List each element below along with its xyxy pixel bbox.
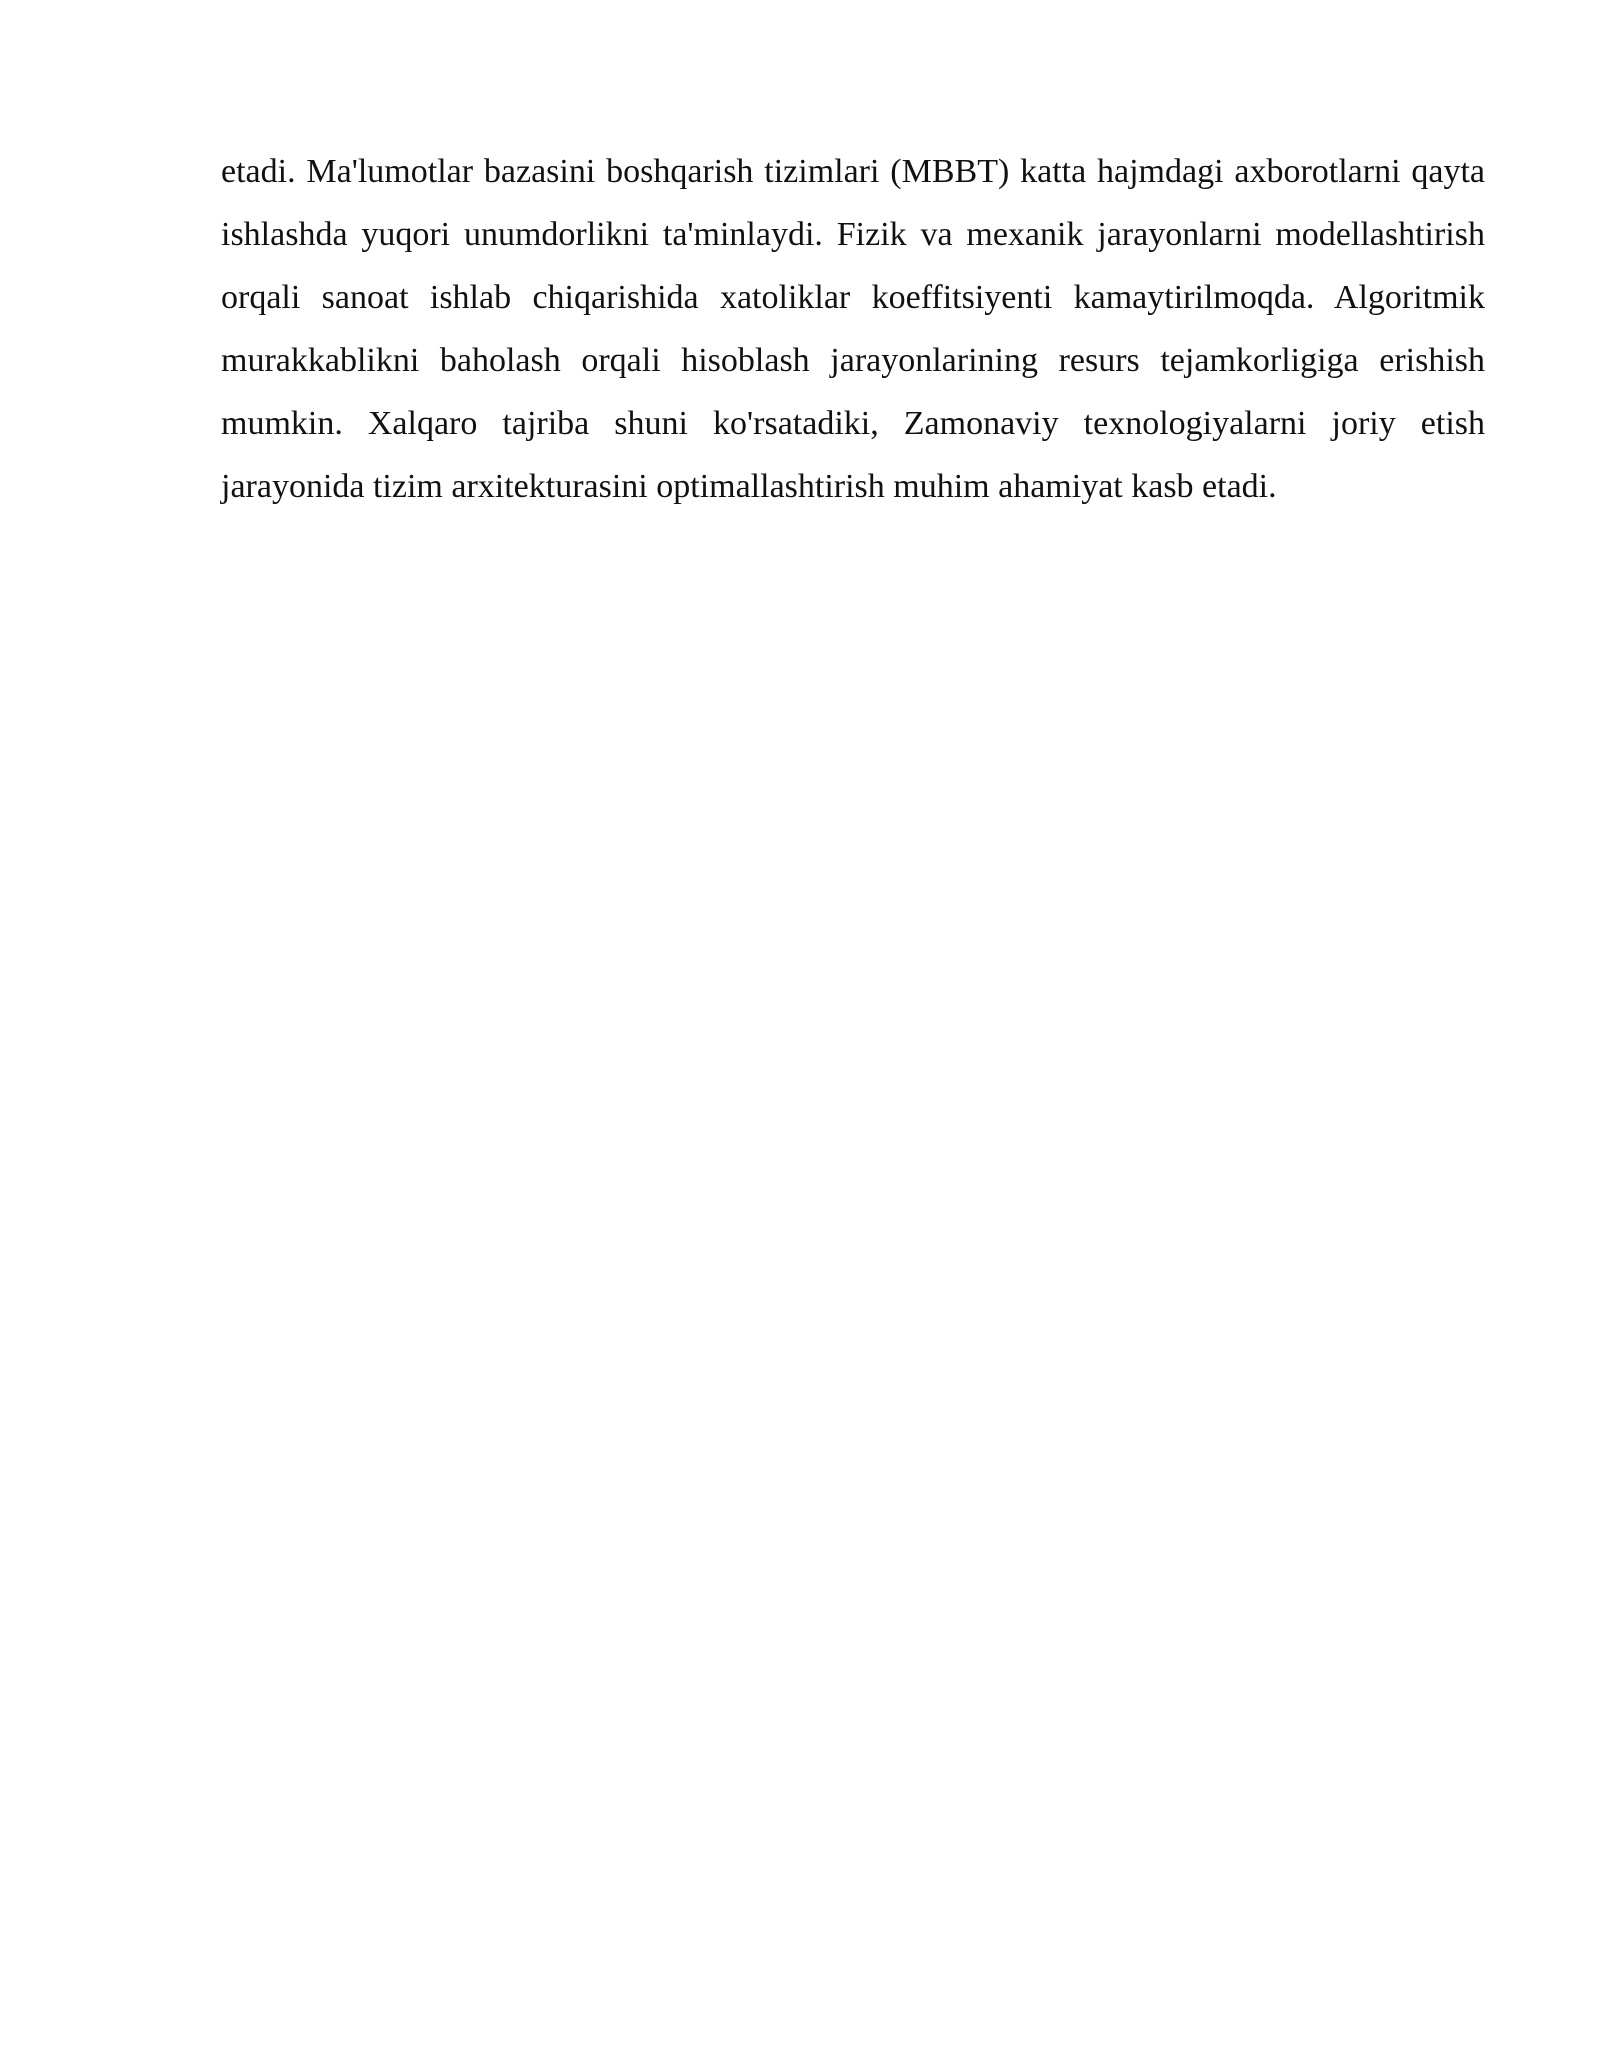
body-paragraph: etadi. Ma'lumotlar bazasini boshqarish tizimlari (MBBT) katta hajmdagi axborotlarni qayta ishlashda yuqori unumdorlikni ta'minlaydi. Fizik va mexanik jarayonlarni modellashtirish orqali sanoat ishlab chiqarishida xatoliklar koeffitsiyenti kamaytirilmoqda. Algoritmik murakkablikni baholash orqali hisoblash jarayonlarining resurs tejamkorligiga erishish mumkin. Xalqaro tajriba shuni ko'rsatadiki, Zamonaviy texnologiyalarni joriy etish jarayonida tizim arxitekturasini optimallashtirish muhim ahamiyat kasb etadi. [221,153,1485,505]
